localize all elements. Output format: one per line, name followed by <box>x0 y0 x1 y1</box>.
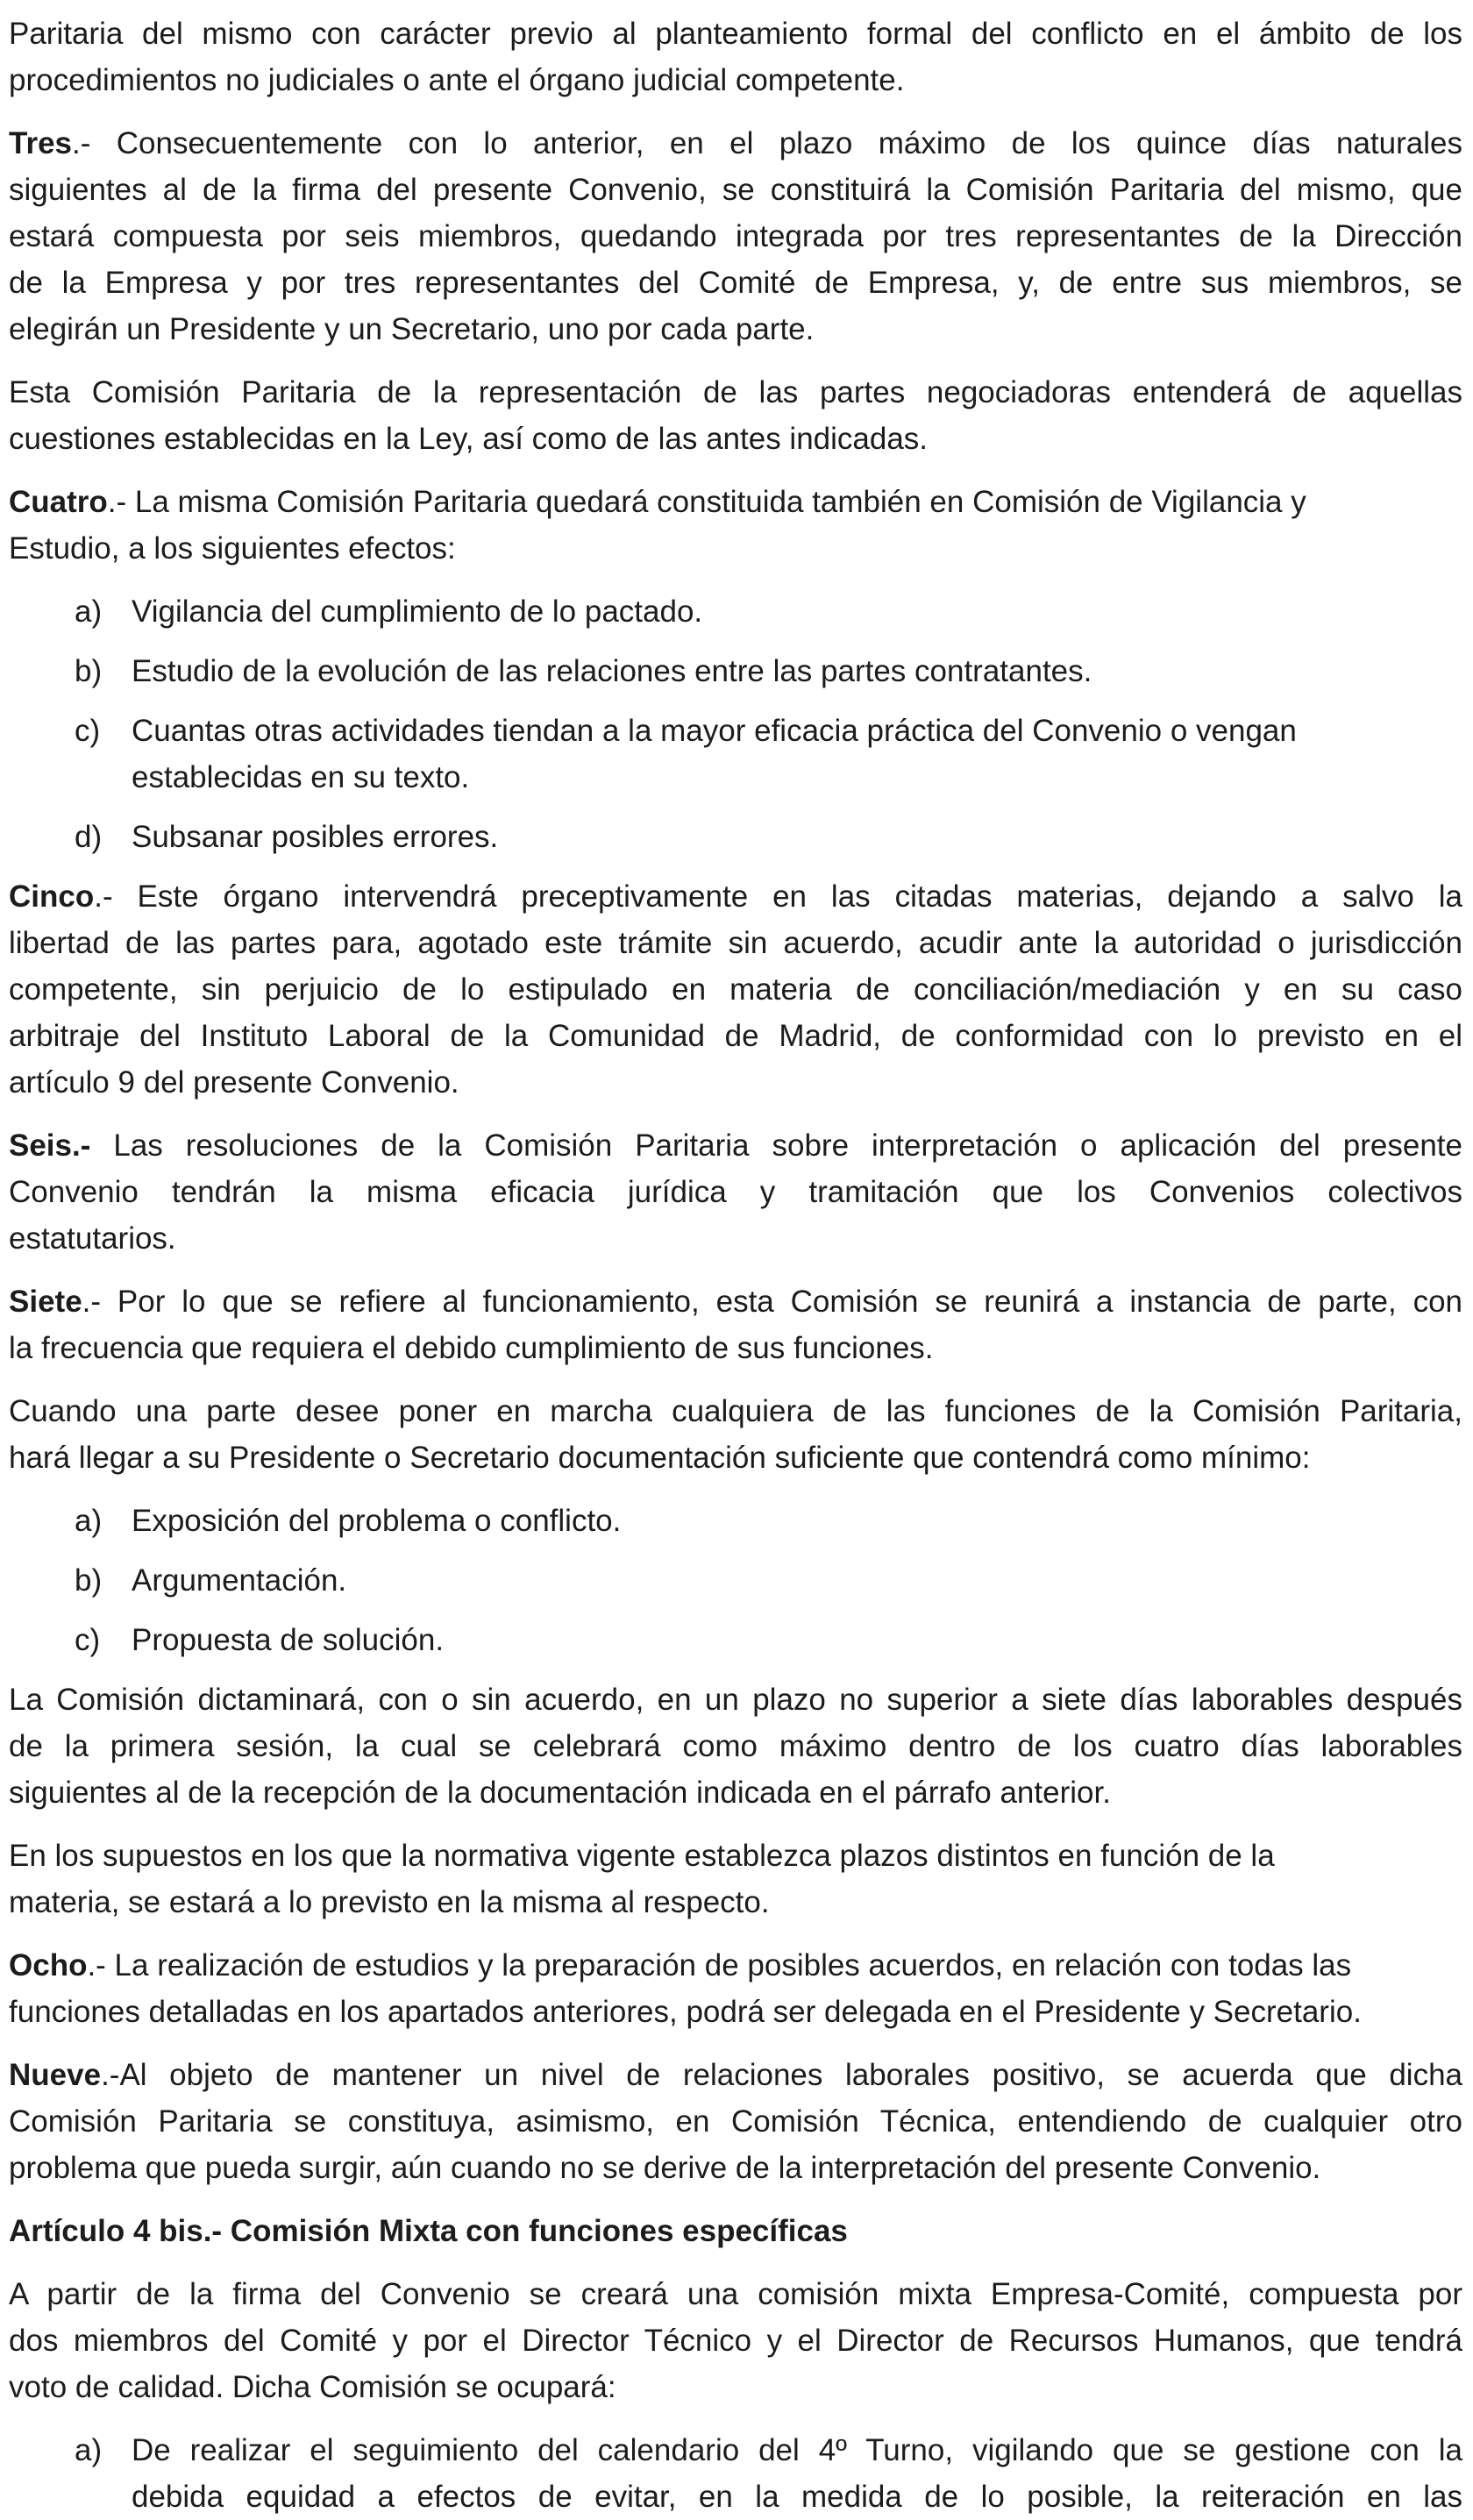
bold-lead-word: Nueve <box>9 2058 102 2092</box>
text-line: Estudio, a los siguientes efectos: <box>9 531 456 566</box>
text-line: Estudio de la evolución de las relaciones entre las partes contratantes. <box>132 654 1092 688</box>
paragraph-cuatro <box>9 479 1462 572</box>
text-line: dos miembros del Comité y por el Director Técnico y el Director de Recursos Humanos, que tendrá <box>9 2324 1462 2358</box>
list-item-estudio-evolucion <box>9 648 1462 694</box>
paragraph-nueve <box>9 2052 1462 2191</box>
bold-lead-word: Cuatro <box>9 485 108 519</box>
text-line: Cuatro.- La misma Comisión Paritaria quedará constituida también en Comisión de Vigilancia y <box>9 485 1306 519</box>
text-line: establecidas en su texto. <box>132 760 470 794</box>
text-line: Nueve.-Al objeto de mantener un nivel de relaciones laborales positivo, se acuerda que dicha <box>9 2058 1462 2092</box>
paragraph-siete <box>9 1278 1462 1371</box>
list-item-propuesta <box>9 1617 1462 1663</box>
paragraph-paritaria <box>9 11 1462 103</box>
paragraph-ocho <box>9 1942 1462 2035</box>
list-item-vigilancia <box>9 588 1462 635</box>
text-line: la frecuencia que requiera el debido cumplimiento de sus funciones. <box>9 1331 934 1365</box>
paragraph-seis <box>9 1122 1462 1262</box>
text-line: Convenio tendrán la misma eficacia jurídica y tramitación que los Convenios colectivos <box>9 1175 1462 1209</box>
text-line: A partir de la firma del Convenio se creará una comisión mixta Empresa-Comité, compuesta por <box>9 2277 1462 2311</box>
text-line: elegirán un Presidente y un Secretario, uno por cada parte. <box>9 312 815 346</box>
list-item-marker: a) <box>75 594 103 629</box>
paragraph-la-comision-dictaminara <box>9 1676 1462 1816</box>
text-line: Artículo 4 bis.- Comisión Mixta con funciones específicas <box>9 2214 848 2248</box>
paragraph-a-partir <box>9 2271 1462 2410</box>
text-line: materia, se estará a lo previsto en la misma al respecto. <box>9 1885 770 1919</box>
list-item-subsanar <box>9 814 1462 860</box>
list-item-argumentacion <box>9 1557 1462 1604</box>
list-item-marker: c) <box>75 714 101 748</box>
bold-lead-word: Siete <box>9 1285 82 1319</box>
text-line: siguientes al de la firma del presente Convenio, se constituirá la Comisión Paritaria del mismo, que <box>9 173 1462 207</box>
text-line: Cuantas otras actividades tiendan a la mayor eficacia práctica del Convenio o vengan <box>132 714 1297 748</box>
text-line: procedimientos no judiciales o ante el órgano judicial competente. <box>9 63 905 97</box>
text-line: libertad de las partes para, agotado este trámite sin acuerdo, acudir ante la autoridad o jurisdicción <box>9 926 1462 960</box>
text-line: De realizar el seguimiento del calendario del 4º Turno, vigilando que se gestione con la <box>132 2433 1462 2467</box>
bold-lead-word: Cinco <box>9 879 95 914</box>
text-line: siguientes al de la recepción de la documentación indicada en el párrafo anterior. <box>9 1776 1111 1810</box>
text-line: hará llegar a su Presidente o Secretario documentación suficiente que contendrá como mínimo: <box>9 1441 1311 1475</box>
text-line: Esta Comisión Paritaria de la representación de las partes negociadoras entenderá de aquellas <box>9 375 1462 409</box>
text-line: estará compuesta por seis miembros, quedando integrada por tres representantes de la Dirección <box>9 219 1462 253</box>
text-line: de la Empresa y por tres representantes del Comité de Empresa, y, de entre sus miembros, se <box>9 266 1462 300</box>
paragraph-cuando-una-parte <box>9 1388 1462 1481</box>
text-line: problema que pueda surgir, aún cuando no se derive de la interpretación del presente Convenio. <box>9 2151 1321 2185</box>
text-line: La Comisión dictaminará, con o sin acuerdo, en un plazo no superior a siete días laborables después <box>9 1683 1462 1717</box>
text-line: Argumentación. <box>132 1563 347 1598</box>
list-item-marker: a) <box>75 2433 103 2467</box>
text-line: Seis.- Las resoluciones de la Comisión Paritaria sobre interpretación o aplicación del presente <box>9 1128 1462 1163</box>
text-line: estatutarios. <box>9 1221 176 1256</box>
list-item-marker: a) <box>75 1504 103 1538</box>
paragraph-tres <box>9 120 1462 352</box>
text-line: funciones detalladas en los apartados anteriores, podrá ser delegada en el Presidente y Secretario. <box>9 1995 1362 2029</box>
list-item-seguimiento-calendario <box>9 2427 1462 2520</box>
text-line: Vigilancia del cumplimiento de lo pactado. <box>132 594 703 629</box>
text-line: Cinco.- Este órgano intervendrá preceptivamente en las citadas materias, dejando a salvo la <box>9 879 1462 914</box>
text-line: Ocho.- La realización de estudios y la preparación de posibles acuerdos, en relación con todas las <box>9 1948 1352 1983</box>
list-item-cuantas-actividades <box>9 708 1462 801</box>
text-line: Exposición del problema o conflicto. <box>132 1504 622 1538</box>
text-line: Subsanar posibles errores. <box>132 820 499 854</box>
text-line: Paritaria del mismo con carácter previo al planteamiento formal del conflicto en el ámbito de los <box>9 17 1462 51</box>
bold-lead-word: Tres <box>9 126 72 160</box>
text-line: artículo 9 del presente Convenio. <box>9 1065 459 1100</box>
bold-lead-word: Ocho <box>9 1948 88 1983</box>
paragraph-en-los-supuestos <box>9 1833 1462 1926</box>
text-line: arbitraje del Instituto Laboral de la Comunidad de Madrid, de conformidad con lo previsto en el <box>9 1019 1462 1053</box>
text-line: En los supuestos en los que la normativa vigente establezca plazos distintos en función de la <box>9 1839 1275 1873</box>
text-line: Propuesta de solución. <box>132 1623 445 1657</box>
list-item-marker: c) <box>75 1623 101 1657</box>
text-line: Comisión Paritaria se constituya, asimismo, en Comisión Técnica, entendiendo de cualquier otro <box>9 2104 1462 2139</box>
list-item-marker: b) <box>75 654 103 688</box>
paragraph-cinco <box>9 873 1462 1106</box>
paragraph-esta-comision <box>9 369 1462 462</box>
text-line: debida equidad a efectos de evitar, en la medida de lo posible, la reiteración en las <box>132 2480 1462 2514</box>
text-line: de la primera sesión, la cual se celebrará como máximo dentro de los cuatro días laborables <box>9 1729 1462 1763</box>
text-line: competente, sin perjuicio de lo estipulado en materia de conciliación/mediación y en su caso <box>9 972 1462 1007</box>
article-heading <box>9 2208 1462 2254</box>
list-item-marker: d) <box>75 820 103 854</box>
text-line: Siete.- Por lo que se refiere al funcionamiento, esta Comisión se reunirá a instancia de parte, con <box>9 1285 1462 1319</box>
text-line: voto de calidad. Dicha Comisión se ocupará: <box>9 2370 616 2404</box>
text-line: cuestiones establecidas en la Ley, así como de las antes indicadas. <box>9 422 929 456</box>
text-line: Tres.- Consecuentemente con lo anterior, en el plazo máximo de los quince días naturales <box>9 126 1462 160</box>
list-item-marker: b) <box>75 1563 103 1598</box>
text-line: Cuando una parte desee poner en marcha cualquiera de las funciones de la Comisión Paritaria, <box>9 1394 1462 1428</box>
bold-lead-word: Seis.- <box>9 1128 91 1163</box>
list-item-exposicion <box>9 1498 1462 1544</box>
